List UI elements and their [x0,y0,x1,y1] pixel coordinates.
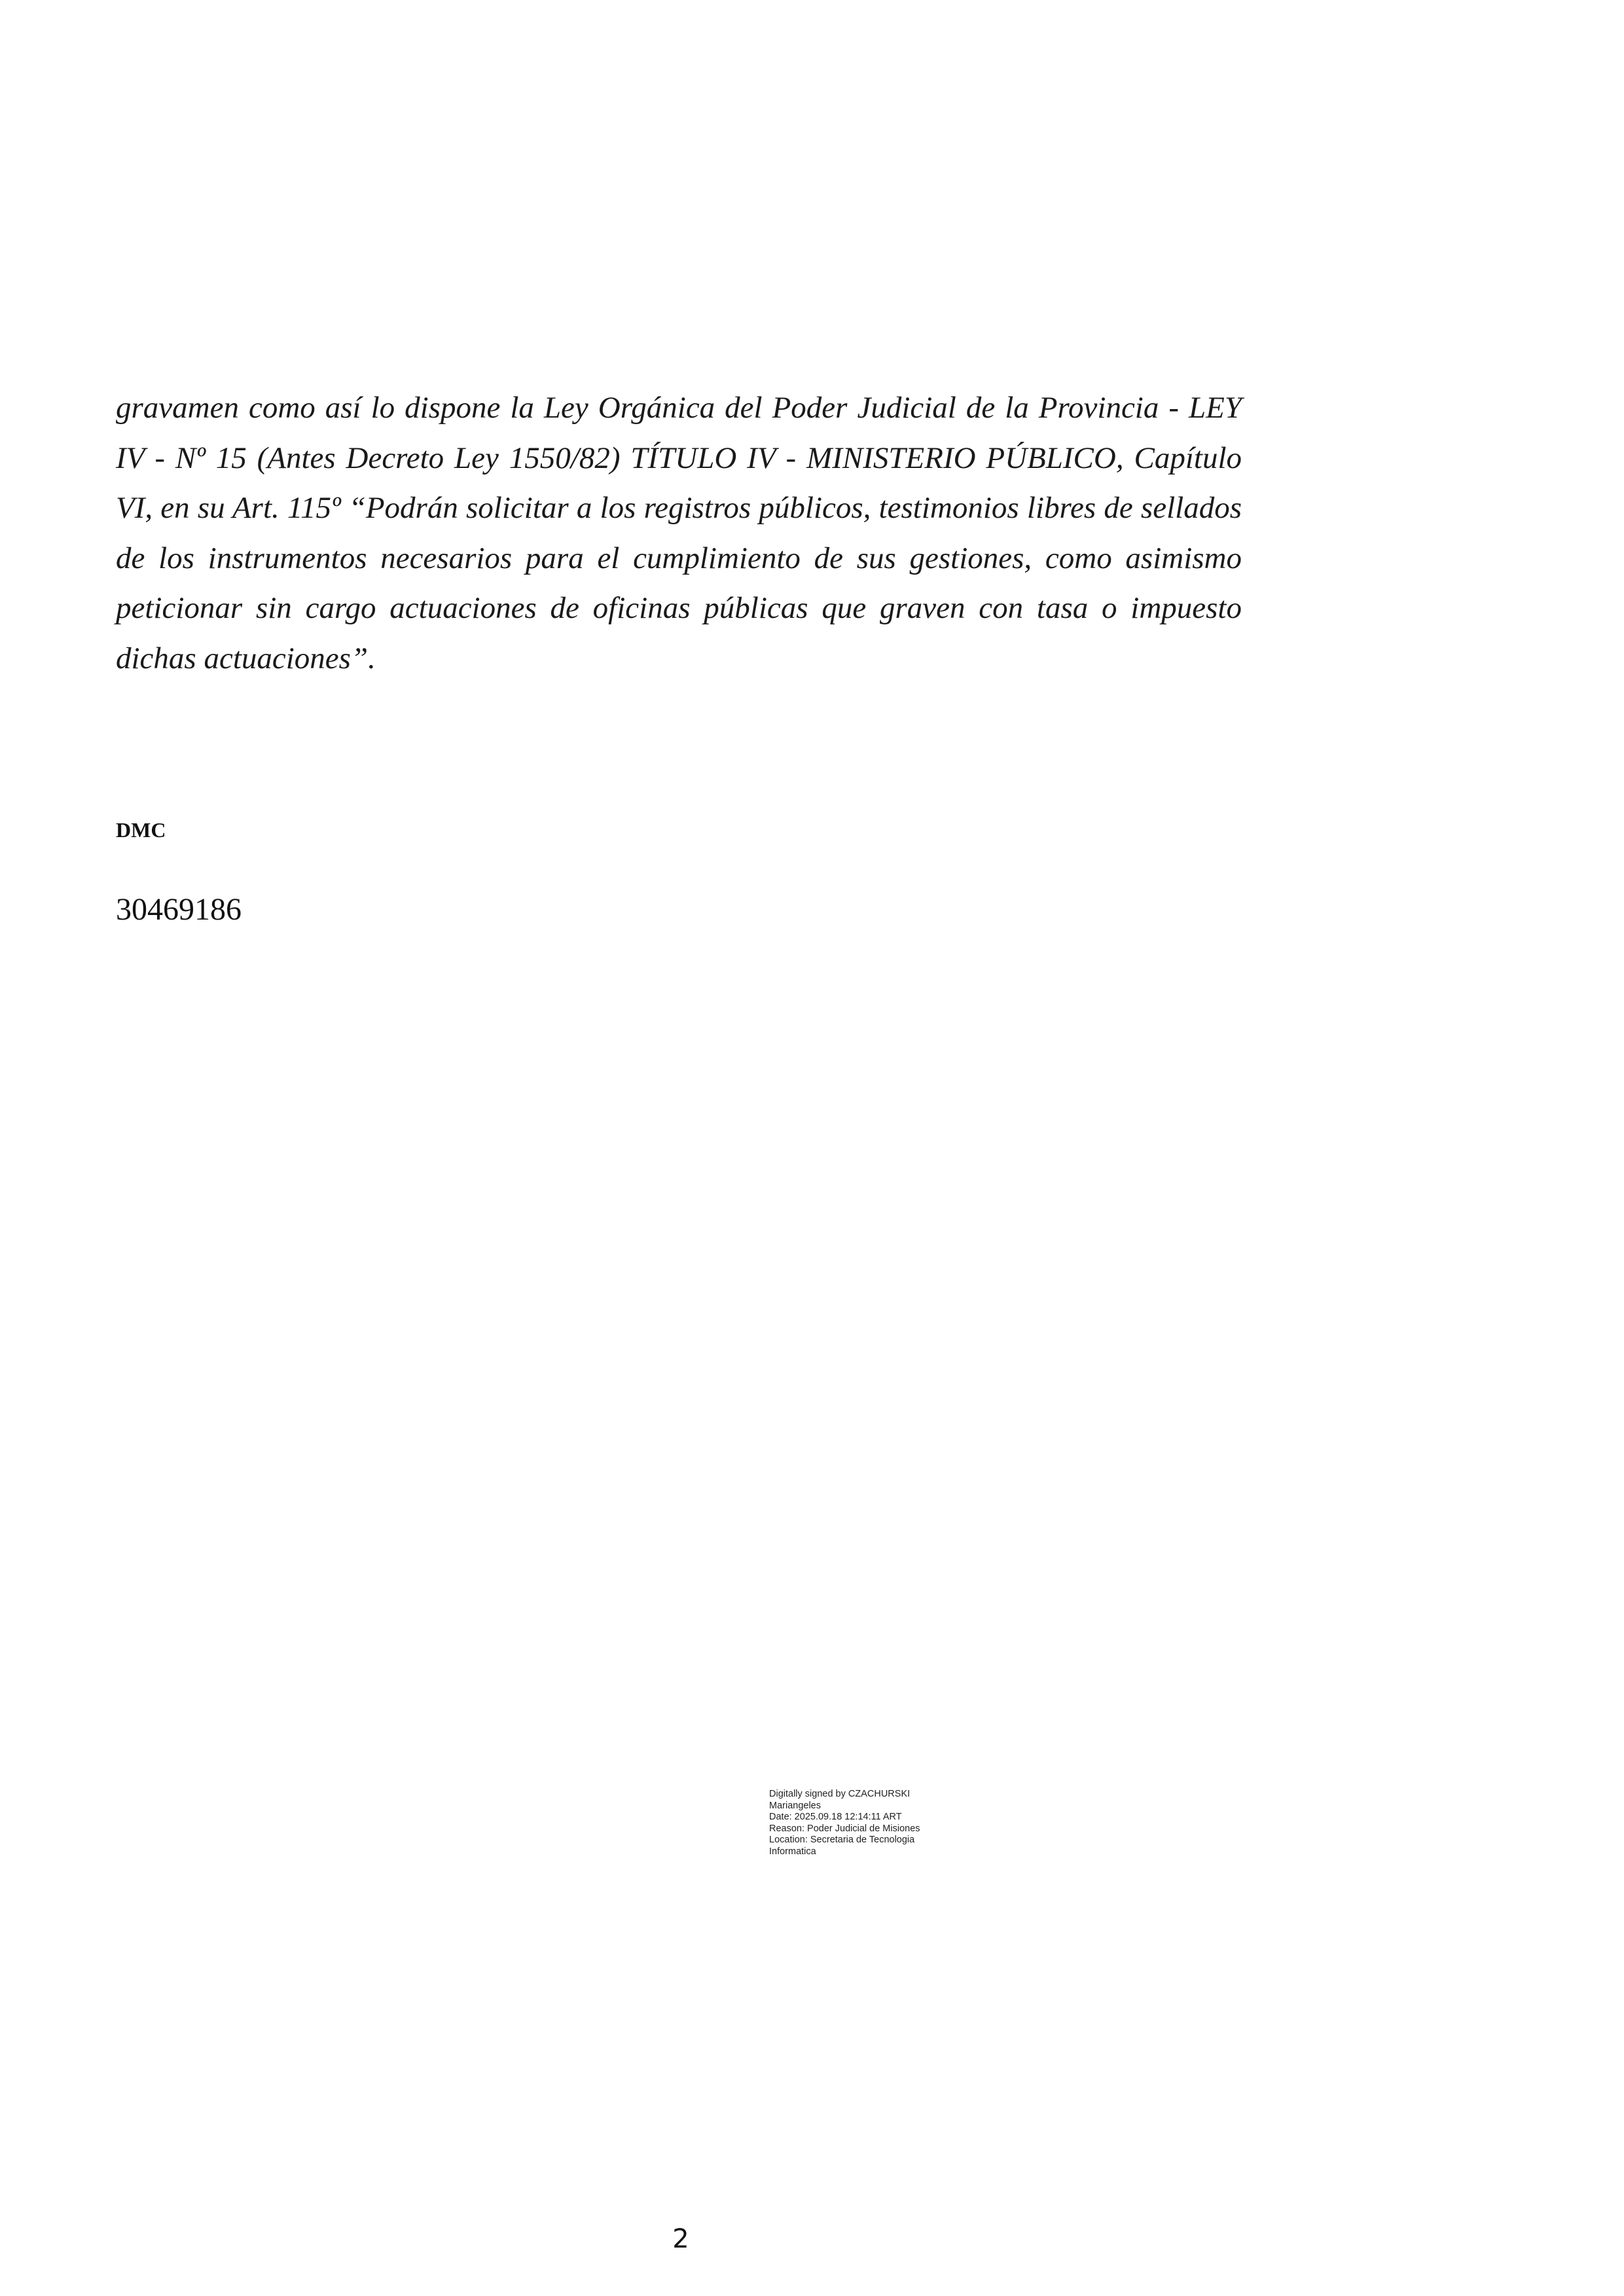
reference-number: 30469186 [116,892,242,927]
signature-location-cont-line: Informatica [769,1846,816,1857]
signature-date-line: Date: 2025.09.18 12:14:11 ART [769,1812,902,1822]
signature-reason-line: Reason: Poder Judicial de Misiones [769,1823,920,1834]
signature-location-line: Location: Secretaria de Tecnologia [769,1835,915,1845]
page-number: 2 [672,2224,689,2254]
signature-signer-name-line: Mariangeles [769,1800,821,1811]
author-initials: DMC [116,818,166,842]
body-paragraph: gravamen como así lo dispone la Ley Orgánica del Poder Judicial de la Provincia - LEY IV - Nº 15 (Antes Decreto Ley 1550/82) TÍTULO IV - MINISTERIO PÚBLICO, Capítulo VI, en su Art. 115º “Podrán solicitar a los registros públicos, testimonios libres de sellados de los instrumentos necesarios para el cumplimiento de sus gestiones, como asimismo peticionar sin cargo actuaciones de oficinas públicas que graven con tasa o impuesto dichas actuaciones”. [116,391,1242,675]
signature-signer-line: Digitally signed by CZACHURSKI [769,1789,911,1799]
digital-signature-block [769,1789,979,1857]
